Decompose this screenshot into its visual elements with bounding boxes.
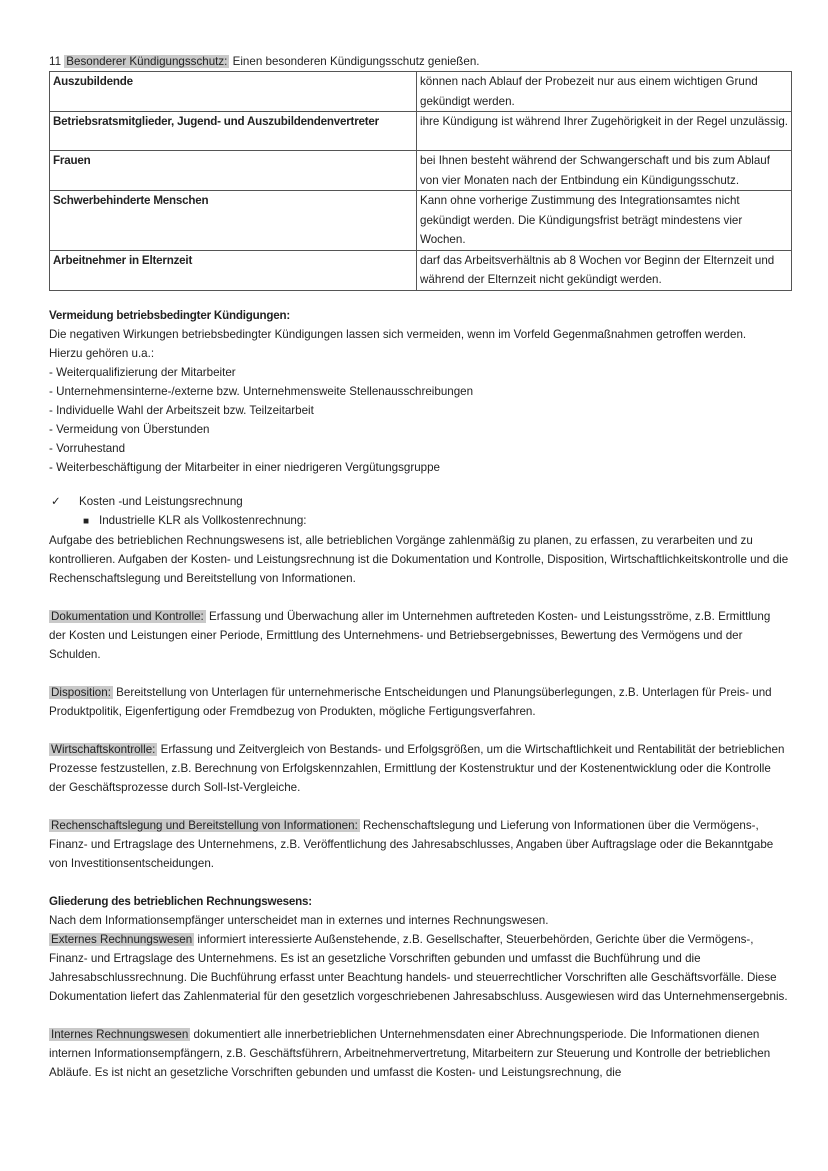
highlighted-term: Disposition: [51,685,111,699]
list-item: - Vorruhestand [49,441,126,455]
section-number: 11 [49,55,65,68]
highlighted-term: Dokumentation und Kontrolle: [51,609,204,623]
kuendigungsschutz-title [49,52,789,71]
checklist-item [51,492,789,511]
sub-bullet-label: Industrielle KLR als Vollkostenrechnung: [99,513,307,527]
definition-dokumentation [49,607,789,664]
table-row [50,250,792,290]
rule-cell: Kann ohne vorherige Zustimmung des Integrationsamtes nicht gekündigt werden. Die Kündigungsfrist beträgt mindestens vier Wochen. [417,191,792,251]
rule-cell: ihre Kündigung ist während Ihrer Zugehörigkeit in der Regel unzulässig. [417,112,792,151]
gliederung-section [49,892,789,1082]
externes-rechnungswesen [49,930,789,1006]
klr-intro: Aufgabe des betrieblichen Rechnungswesens ist, alle betrieblichen Vorgänge zahlenmäßig zu planen, zu erfassen, zu verarbeiten und zu kontrollieren. Aufgaben der Kosten- und Leistungsrechnung ist die Dokumentation und Kontrolle, Disposition, Wirtschaftlichkeitskontrolle und die Rechenschaftslegung und Bereitstellung von Informationen. [49,533,789,585]
table-row [50,151,792,191]
highlighted-term: Rechenschaftslegung und Bereitstellung von Informationen: [51,818,358,832]
vermeidung-intro: Die negativen Wirkungen betriebsbedingter Kündigungen lassen sich vermeiden, wenn im Vorfeld Gegenmaßnahmen getroffen werden. [49,327,747,341]
list-item: - Weiterqualifizierung der Mitarbeiter [49,365,236,379]
highlighted-term: Wirtschaftskontrolle: [51,742,156,756]
rule-cell: darf das Arbeitsverhältnis ab 8 Wochen vor Beginn der Elternzeit und während der Elternzeit nicht gekündigt werden. [417,250,792,290]
kuendigungsschutz-table [49,71,792,291]
list-item: - Weiterbeschäftigung der Mitarbeiter in einer niedrigeren Vergütungsgruppe [49,460,440,474]
vermeidung-list [49,363,789,477]
gliederung-intro: Nach dem Informationsempfänger unterscheidet man in externes und internes Rechnungswesen. [49,913,549,927]
vermeidung-section [49,306,789,477]
group-cell: Auszubildende [50,72,417,112]
definition-text: Erfassung und Zeitvergleich von Bestands- und Erfolgsgrößen, um die Wirtschaftlichkeit und Rentabilität der betrieblichen Prozesse festzustellen, z.B. Berechnung von Erfolgskennzahlen, Ermittlung der Kostenstruktur und der Kostenentwicklung oder die Kontrolle der Geschäftsprozesse durch Soll-Ist-Vergleiche. [49,742,785,794]
list-item: - Individuelle Wahl der Arbeitszeit bzw. Teilzeitarbeit [49,403,314,417]
list-item: - Unternehmensinterne-/externe bzw. Unternehmensweite Stellenausschreibungen [49,384,474,398]
definition-text: Rechenschaftslegung und Lieferung von Informationen über die Vermögens-, Finanz- und Ertragslage des Unternehmens, z.B. Veröffentlichung des Jahresabschlusses, Angaben über Auftragslage oder die Bekanntgabe von Investitionsentscheidungen. [49,818,774,870]
internes-rechnungswesen [49,1025,789,1082]
square-bullet-icon: ■ [83,515,90,527]
table-row [50,112,792,151]
definition-text: dokumentiert alle innerbetrieblichen Unternehmensdaten einer Abrechnungsperiode. Die Informationen dienen internen Informationsempfängern, z.B. Geschäftsführern, Arbeitnehmervertretung, Mitarbeitern zur Steuerung und Kontrolle der betrieblichen Abläufe. Es ist nicht an gesetzliche Vorschriften gebunden und umfasst die Kosten- und Leistungsrechnung, die [49,1027,771,1079]
definition-rechenschaftslegung [49,816,789,873]
group-cell: Betriebsratsmitglieder, Jugend- und Auszubildendenvertreter [50,112,417,151]
rule-cell: können nach Ablauf der Probezeit nur aus einem wichtigen Grund gekündigt werden. [417,72,792,112]
checklist-label: Kosten -und Leistungsrechnung [79,494,243,508]
highlighted-term: Besonderer Kündigungsschutz: [66,55,228,68]
highlighted-term: Internes Rechnungswesen [51,1027,189,1041]
vermeidung-intro2: Hierzu gehören u.a.: [49,346,155,360]
definition-text: Bereitstellung von Unterlagen für unternehmerische Entscheidungen und Planungsüberlegungen, z.B. Unterlagen für Preis- und Produktpolitik, Eigenfertigung oder Fremdbezug von Produkten, mögliche Fertigungsverfahren. [49,685,772,718]
group-cell: Arbeitnehmer in Elternzeit [50,250,417,290]
klr-section [49,492,789,588]
definition-wirtschaftskontrolle [49,740,789,797]
definition-text: informiert interessierte Außenstehende, z.B. Gesellschafter, Steuerbehörden, Gerichte über die Vermögens-, Finanz- und Ertragslage des Unternehmens. Es ist an gesetzliche Vorschriften gebunden und umfasst die Buchführung und die Jahresabschlussrechnung. Die Buchführung erfasst unter Beachtung handels- und steuerrechtlicher Vorschriften alle Geschäftsvorfälle. Diese Dokumentation liefert das Zahlenmaterial für den gesetzlich vorgeschriebenen Jahresabschluss. Ausgewiesen wird das Unternehmensergebnis. [49,932,788,1003]
checkmark-icon: ✓ [51,494,61,508]
list-item: - Vermeidung von Überstunden [49,422,210,436]
definition-disposition [49,683,789,721]
group-cell: Schwerbehinderte Menschen [50,191,417,251]
group-cell: Frauen [50,151,417,191]
title-rest: Einen besonderen Kündigungsschutz genießen. [229,55,480,68]
gliederung-heading: Gliederung des betrieblichen Rechnungswesens: [49,894,312,908]
table-row [50,72,792,112]
sub-bullet-item [83,511,789,531]
definition-text: Erfassung und Überwachung aller im Unternehmen auftreteden Kosten- und Leistungsströme, z.B. Ermittlung der Kosten und Leistungen einer Periode, Ermittlung des Unternehmens- und Betriebsergebnisses, Bewertung des Vermögens und der Schulden. [49,609,771,661]
document-page [49,52,789,1082]
vermeidung-heading: Vermeidung betriebsbedingter Kündigungen: [49,308,291,322]
rule-cell: bei Ihnen besteht während der Schwangerschaft und bis zum Ablauf von vier Monaten nach der Entbindung ein Kündigungsschutz. [417,151,792,191]
highlighted-term: Externes Rechnungswesen [51,932,193,946]
table-row [50,191,792,251]
